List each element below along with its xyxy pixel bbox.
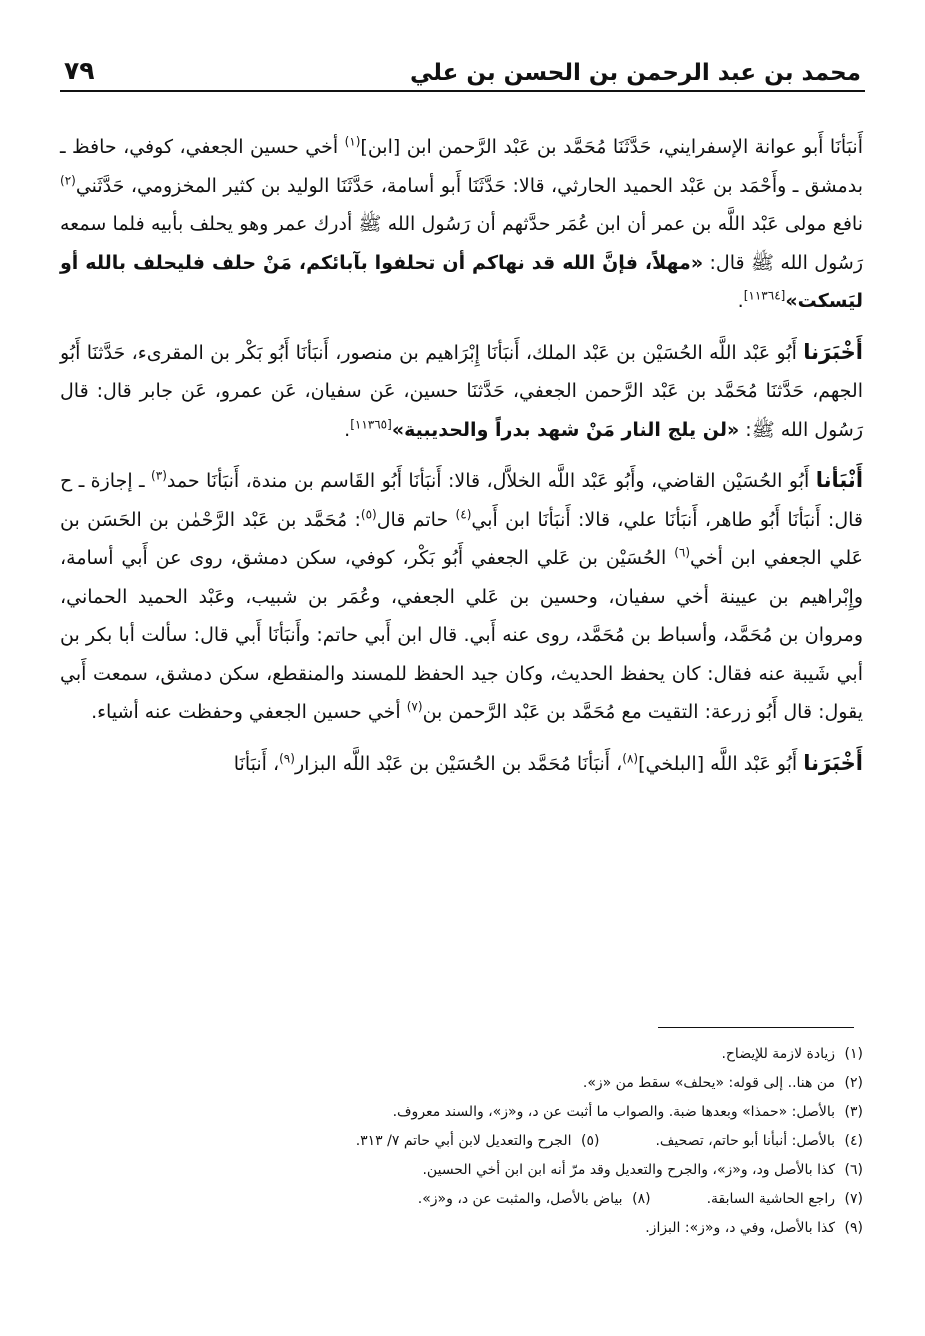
footnote-text: الجرح والتعديل لابن أبي حاتم ٧/ ٣١٣. bbox=[355, 1133, 572, 1149]
footnote bbox=[60, 1098, 863, 1127]
footnote-number: (٦) bbox=[844, 1162, 863, 1178]
footnote-marker: (٦) bbox=[674, 545, 691, 560]
text-run: ، أَنبَأنَا مُحَمَّد بن الحُسَيْن بن عَبْد اللَّه البزار bbox=[294, 752, 623, 775]
text-run: أخي حسين الجعفي، كوفي، حافظ ـ بدمشق ـ وأَحْمَد بن عَبْد الحميد الحارثي، قالا: حَدَّثَنَا أَبو أسامة، حَدَّثَنَا الوليد بن كثير المخزومي، حَدَّثَني bbox=[60, 136, 863, 197]
footnote-text: راجع الحاشية السابقة. bbox=[706, 1191, 835, 1207]
footnote bbox=[60, 1069, 863, 1098]
hadith-number: [١١٣٦٤] bbox=[743, 288, 786, 303]
footnote-number: (٨) bbox=[632, 1191, 651, 1207]
page-number: ٧٩ bbox=[64, 56, 95, 85]
footnote-marker: (٤) bbox=[455, 507, 472, 522]
footnote-number: (٥) bbox=[581, 1133, 600, 1149]
text-run: الحُسَيْن بن عَلي الجعفي أَبُو بَكْر، كوفي، سكن دمشق، روى عن أَبي أسامة، وإِبْراهيم بن عيينة أخي سفيان، وحسين بن عَلي الجعفي، وعُمَر بن شبيب، وعَبْد الحميد الحماني، ومروان بن مُحَمَّد، وأسباط بن مُحَمَّد، روى عنه أَبي. قال ابن أَبي حاتم: وأَنبَأنَا أَبي قال: سألت أبا بكر بن أبي شَيبة عنه فقال: كان يحفظ الحديث، وكان جيد الحفظ للمسند والمنقطع، سكن دمشق، سمعت أَبي يقول: قال أَبُو زرعة: التقيت مع مُحَمَّد بن عَبْد الرَّحمن بن bbox=[60, 547, 863, 723]
footnote-number: (٤) bbox=[844, 1133, 863, 1149]
footnote-number: (٩) bbox=[844, 1220, 863, 1236]
footnote-text: من هنا.. إلى قوله: «يحلف» سقط من «ز». bbox=[582, 1075, 835, 1091]
footnote-number: (١) bbox=[844, 1046, 863, 1062]
hadith-number: [١١٣٦٥] bbox=[350, 417, 392, 432]
text-run: أَبُو عَبْد اللَّه [البلخي] bbox=[638, 752, 804, 775]
footnote-marker: (٨) bbox=[622, 751, 639, 766]
hadith-text: «لن يلج النار مَنْ شهد بدراً والحديبية» bbox=[391, 418, 740, 441]
footnote-number: (٣) bbox=[844, 1104, 863, 1120]
page-header bbox=[60, 48, 865, 92]
footnote-text: كذا بالأصل، وفي د، و«ز»: البزاز. bbox=[645, 1220, 835, 1236]
footnote-text: زيادة لازمة للإيضاح. bbox=[721, 1046, 835, 1062]
running-title: محمد بن عبد الرحمن بن الحسن بن علي bbox=[409, 60, 861, 86]
paragraph-lead: أَخْبَرَنا bbox=[803, 339, 863, 364]
text-run: نافع مولى عَبْد اللَّه بن عمر أن ابن عُمَر حدَّثهم أن رَسُول الله ﷺ أدرك عمر وهو يحلف بأبيه فلما سمعه رَسُول الله ﷺ قال: bbox=[60, 213, 863, 274]
footnote-marker: (٩) bbox=[279, 751, 295, 766]
text-run: ـ إجازة ـ ح قال: أَنبَأنَا أَبُو طاهر، أَنبَأنَا علي، قالا: أَنبَأنَا ابن أَبي bbox=[60, 470, 863, 531]
footnote-text: بالأصل: «حمذا» وبعدها ضبة. والصواب ما أثبت عن د، و«ز»، والسند معروف. bbox=[392, 1104, 835, 1120]
paragraph-lead: أَخْبَرَنا bbox=[803, 750, 863, 775]
footnote bbox=[60, 1185, 863, 1214]
paragraph-lead: أَنْبَأنا bbox=[815, 468, 864, 492]
hadith-text: «مهلاً، فإنَّ الله قد نهاكم أن تحلفوا بآبائكم، مَنْ حلف فليحلف بالله أو ليَسكت» bbox=[60, 251, 863, 312]
paragraph-4 bbox=[60, 744, 863, 784]
footnote bbox=[60, 1156, 863, 1185]
text-run: أَبُو الحُسَيْن القاضي، وأَبُو عَبْد اللَّه الخلاَّل، قالا: أَنبَأنَا أَبُو القَاسم بن مندة، أَنبَأنَا حمد bbox=[166, 470, 816, 492]
footnote-text: بالأصل: أنبأنا أبو حاتم، تصحيف. bbox=[655, 1133, 835, 1149]
footnote-text: كذا بالأصل ود، و«ز»، والجرح والتعديل وقد مرّ أنه ابن ابن أخي الحسين. bbox=[422, 1162, 835, 1178]
text-run: . bbox=[737, 290, 744, 312]
text-run: أَنبَأنَا أَبو عوانة الإسفرايني، حَدَّثَنَا مُحَمَّد بن عَبْد الرَّحمن ابن [ابن] bbox=[360, 136, 863, 158]
paragraph-1 bbox=[60, 128, 863, 321]
footnote-text: بياض بالأصل، والمثبت عن د، و«ز». bbox=[417, 1191, 623, 1207]
text-run: أَبُو عَبْد اللَّه الحُسَيْن بن عَبْد الملك، أَنبَأنَا إِبْرَاهيم بن منصور، أَنبَأنَا أَبُو بَكْر بن المقرىء، حَدَّثنَا أَبُو الجهم، حَدَّثنَا مُحَمَّد بن عَبْد الرَّحمن الجعفي، حَدَّثنَا حسين، عَن سفيان، عَن عمرو، عَن جابر قال: قال رَسُول الله ﷺ: bbox=[60, 341, 863, 441]
footnote bbox=[60, 1040, 863, 1069]
footnote-marker: (٥) bbox=[360, 507, 377, 522]
footnote-marker: (٣) bbox=[151, 468, 167, 483]
footnote-separator bbox=[658, 1027, 854, 1028]
footnote-number: (٢) bbox=[844, 1075, 863, 1091]
main-text bbox=[60, 128, 863, 795]
text-run: . bbox=[344, 418, 351, 441]
footnote-marker: (٢) bbox=[60, 173, 76, 188]
footnote-number: (٧) bbox=[844, 1191, 863, 1207]
footnote bbox=[60, 1127, 863, 1156]
text-run: ، أَنبَأنَا bbox=[233, 752, 280, 775]
footnote-marker: (٧) bbox=[406, 699, 423, 714]
footnote-marker: (١) bbox=[344, 134, 361, 149]
header-rule bbox=[60, 90, 865, 92]
text-run: أخي حسين الجعفي وحفظت عنه أشياء. bbox=[91, 701, 407, 723]
paragraph-2 bbox=[60, 333, 863, 450]
paragraph-3 bbox=[60, 461, 863, 732]
footnote bbox=[60, 1214, 863, 1243]
footnotes bbox=[60, 1040, 863, 1243]
text-run: حاتم قال bbox=[376, 508, 456, 531]
text-run: : مُحَمَّد بن عَبْد الرَّحْمٰن بن الحَسَن بن عَلي الجعفي ابن أخي bbox=[60, 508, 864, 569]
